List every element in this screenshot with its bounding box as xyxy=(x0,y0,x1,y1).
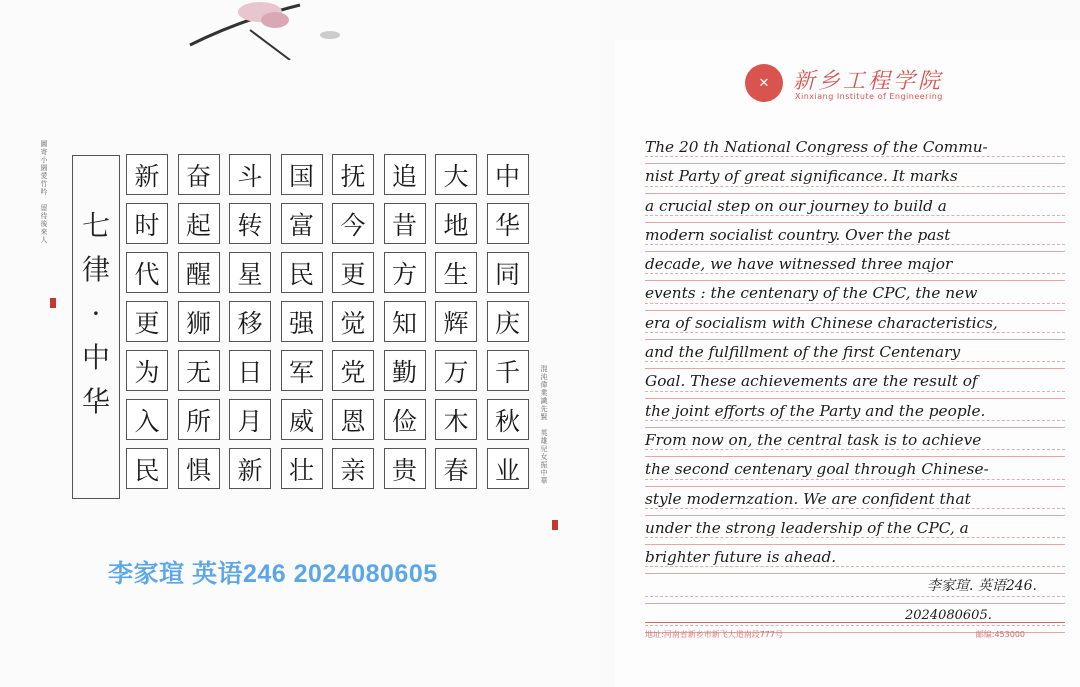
poem-character: 华 xyxy=(487,203,529,244)
poem-character: 起 xyxy=(178,203,220,244)
essay-line: the second centenary goal through Chinese- xyxy=(645,457,1065,486)
student-info: 李家瑄 英语246 2024080605 xyxy=(108,560,438,588)
poem-character: 入 xyxy=(126,399,168,440)
poem-grid xyxy=(126,154,534,496)
essay-line: a crucial step on our journey to build a xyxy=(645,194,1065,223)
poem-character: 亲 xyxy=(332,448,374,489)
poem-character: 醒 xyxy=(178,252,220,293)
poem-character: 业 xyxy=(487,448,529,489)
poem-character: 秋 xyxy=(487,399,529,440)
poem-character: 代 xyxy=(126,252,168,293)
poem-character: 更 xyxy=(332,252,374,293)
poem-character: 壮 xyxy=(281,448,323,489)
poem-character: 奋 xyxy=(178,154,220,195)
poem-character: 恩 xyxy=(332,399,374,440)
essay-line: Goal. These achievements are the result of xyxy=(645,369,1065,398)
plum-blossom-illustration xyxy=(180,0,380,60)
poem-character: 国 xyxy=(281,154,323,195)
poem-character: 斗 xyxy=(229,154,271,195)
english-writing-sheet xyxy=(615,40,1080,687)
poem-character: 月 xyxy=(229,399,271,440)
poem-title-box xyxy=(72,155,120,499)
essay-line: events : the centenary of the CPC, the new xyxy=(645,281,1065,310)
essay-line: The 20 th National Congress of the Commu- xyxy=(645,135,1065,164)
essay-line: modern socialist country. Over the past xyxy=(645,223,1065,252)
red-seal-right xyxy=(552,520,558,530)
essay-line: era of socialism with Chinese characteristics, xyxy=(645,311,1065,340)
poem-character: 知 xyxy=(384,301,426,342)
school-name-en: Xinxiang Institute of Engineering xyxy=(795,92,943,101)
poem-character: 方 xyxy=(384,252,426,293)
poem-character: 党 xyxy=(332,350,374,391)
poem-character: 所 xyxy=(178,399,220,440)
poem-character: 同 xyxy=(487,252,529,293)
poem-character: 狮 xyxy=(178,301,220,342)
poem-character: 移 xyxy=(229,301,271,342)
poem-character: 贵 xyxy=(384,448,426,489)
poem-character: 富 xyxy=(281,203,323,244)
poem-character: 勤 xyxy=(384,350,426,391)
essay-line: under the strong leadership of the CPC, a xyxy=(645,516,1065,545)
school-logo: ✕ xyxy=(745,64,783,102)
poem-character: 强 xyxy=(281,301,323,342)
essay-line: From now on, the central task is to achieve xyxy=(645,428,1065,457)
poem-character: 木 xyxy=(435,399,477,440)
address-footer xyxy=(645,622,1065,640)
poem-character: 时 xyxy=(126,203,168,244)
poem-character: 抚 xyxy=(332,154,374,195)
poem-character: 无 xyxy=(178,350,220,391)
poem-character: 新 xyxy=(126,154,168,195)
poem-character: 俭 xyxy=(384,399,426,440)
poem-character: 昔 xyxy=(384,203,426,244)
poem-character: 庆 xyxy=(487,301,529,342)
poem-character: 民 xyxy=(126,448,168,489)
student-id: 2024080605. xyxy=(645,604,1065,633)
signature: 李家瑄. 英语246. xyxy=(645,574,1065,603)
poem-character: 辉 xyxy=(435,301,477,342)
address-text: 地址:河南省新乡市新飞大道南段777号 xyxy=(645,630,783,639)
poem-character: 更 xyxy=(126,301,168,342)
poem-character: 转 xyxy=(229,203,271,244)
poem-character: 日 xyxy=(229,350,271,391)
poem-character: 今 xyxy=(332,203,374,244)
side-note-right: 混沌偉業識先賢 英雄兒女振中華 xyxy=(540,365,548,485)
poem-character: 万 xyxy=(435,350,477,391)
poem-character: 新 xyxy=(229,448,271,489)
essay-line: decade, we have witnessed three major xyxy=(645,252,1065,281)
poem-character: 威 xyxy=(281,399,323,440)
essay-line: the joint efforts of the Party and the people. xyxy=(645,399,1065,428)
essay-line: nist Party of great significance. It marks xyxy=(645,164,1065,193)
poem-character: 民 xyxy=(281,252,323,293)
essay-line: brighter future is ahead. xyxy=(645,545,1065,574)
poem-character: 为 xyxy=(126,350,168,391)
poem-character: 追 xyxy=(384,154,426,195)
red-seal-left xyxy=(50,298,56,308)
essay-text xyxy=(645,135,1065,633)
poem-character: 春 xyxy=(435,448,477,489)
poem-character: 惧 xyxy=(178,448,220,489)
side-note-left: 圖寄小園愛竹吟 留待後來人 xyxy=(40,140,48,244)
essay-line: style modernzation. We are confident that xyxy=(645,487,1065,516)
poem-title: 七 律 · 中 华 xyxy=(81,209,110,418)
poem-character: 生 xyxy=(435,252,477,293)
poem-character: 中 xyxy=(487,154,529,195)
poem-character: 地 xyxy=(435,203,477,244)
poem-character: 千 xyxy=(487,350,529,391)
poem-character: 军 xyxy=(281,350,323,391)
poem-character: 星 xyxy=(229,252,271,293)
poem-character: 觉 xyxy=(332,301,374,342)
essay-line: and the fulfillment of the first Centenary xyxy=(645,340,1065,369)
school-name-cn: 新乡工程学院 xyxy=(793,69,944,94)
zip-code: 邮编:453000 xyxy=(975,630,1025,639)
poem-character: 大 xyxy=(435,154,477,195)
